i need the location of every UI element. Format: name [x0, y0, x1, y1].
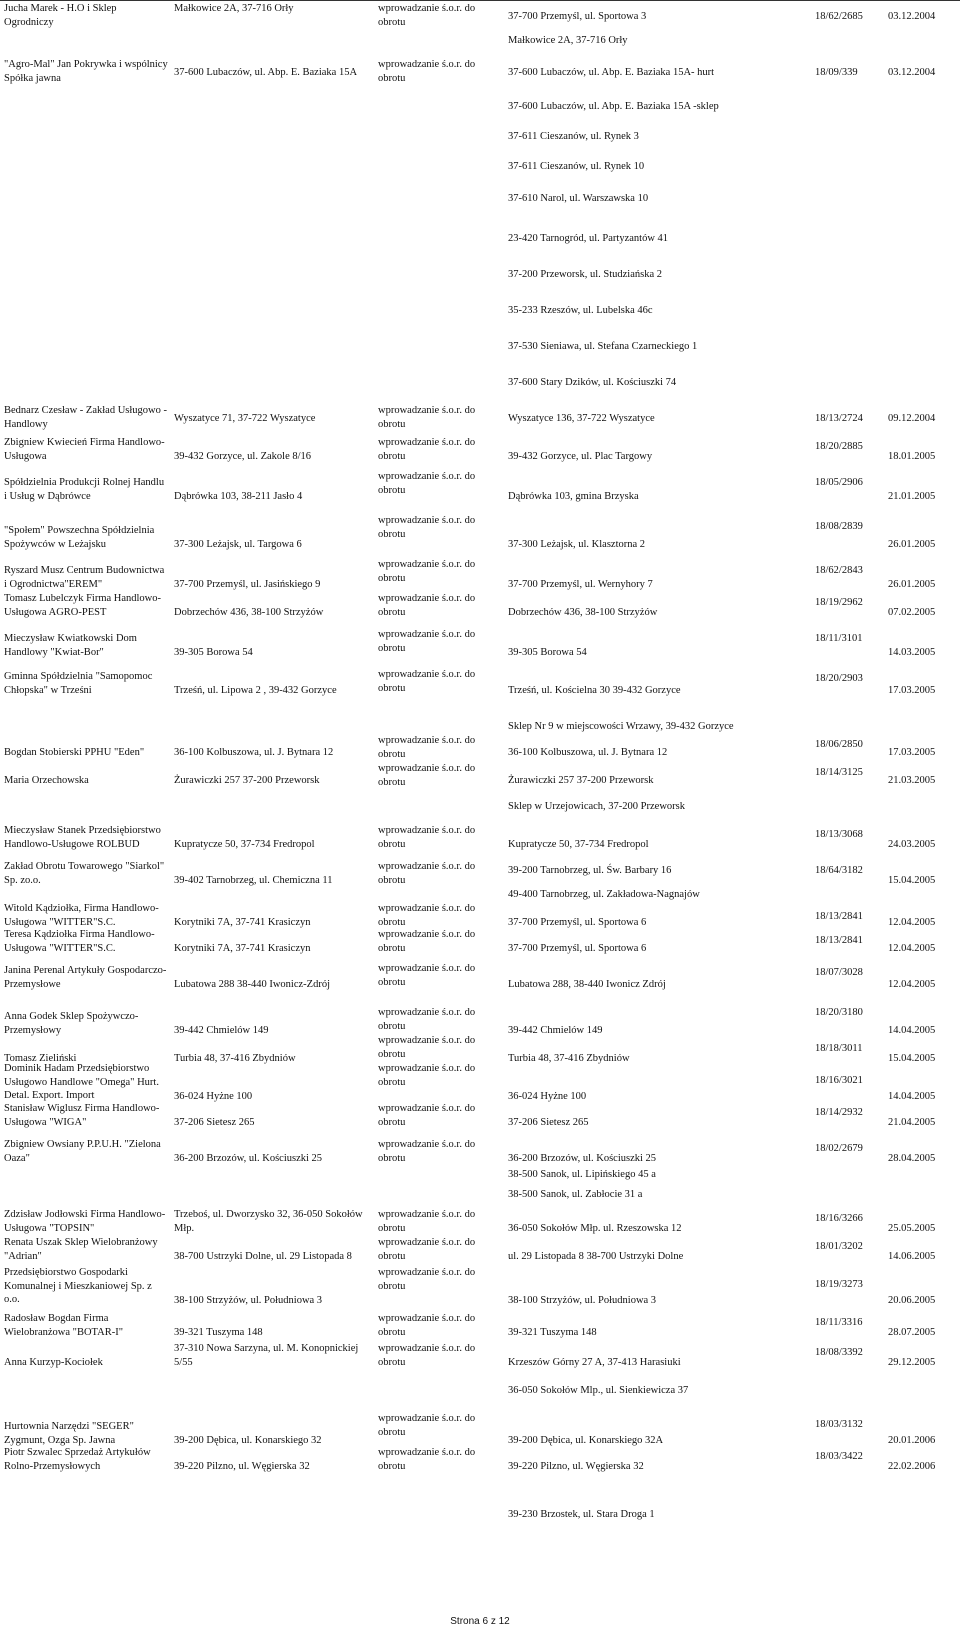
business-location: Wyszatyce 136, 37-722 Wyszatyce: [508, 413, 655, 424]
registry-number: 18/11/3316: [815, 1317, 863, 1328]
registry-number: 18/16/3021: [815, 1075, 863, 1086]
company-name: Tomasz Zieliński: [4, 1053, 77, 1064]
company-seat: 38-700 Ustrzyki Dolne, ul. 29 Listopada 8: [174, 1251, 352, 1262]
company-seat: 39-442 Chmielów 149: [174, 1025, 269, 1036]
entry-date: 26.01.2005: [888, 579, 936, 590]
business-location: 37-530 Sieniawa, ul. Stefana Czarneckiego 1: [508, 341, 698, 352]
company-name: Dominik Hadam Przedsiębiorstwo Usługowo Handlowe "Omega" Hurt. Detal. Export. Import: [4, 1063, 159, 1102]
business-location: Krzeszów Górny 27 A, 37-413 Harasiuki: [508, 1357, 681, 1368]
business-location: 37-700 Przemyśl, ul. Sportowa 3: [508, 11, 647, 22]
company-name: Anna Kurzyp-Kociołek: [4, 1357, 103, 1368]
registry-number: 18/20/2885: [815, 441, 863, 452]
business-location: 38-500 Sanok, ul. Lipińskiego 45 a: [508, 1169, 656, 1180]
company-seat: 37-300 Leżajsk, ul. Targowa 6: [174, 539, 302, 550]
company-name: Gminna Spółdzielnia "Samopomoc Chłopska" w Trześni: [4, 671, 153, 696]
company-seat: 39-432 Gorzyce, ul. Zakole 8/16: [174, 451, 312, 462]
business-location: 36-050 Sokołów Mlp., ul. Sienkiewicza 37: [508, 1385, 689, 1396]
company-name: Zakład Obrotu Towarowego "Siarkol" Sp. zo.o.: [4, 861, 165, 886]
registry-number: 18/03/3132: [815, 1419, 863, 1430]
activity-type: wprowadzanie ś.o.r. do obrotu: [378, 1343, 476, 1368]
activity-type: wprowadzanie ś.o.r. do obrotu: [378, 763, 476, 788]
activity-type: wprowadzanie ś.o.r. do obrotu: [378, 1267, 476, 1292]
registry-number: 18/20/2903: [815, 673, 863, 684]
company-name: Mieczysław Stanek Przedsiębiorstwo Handlowo-Usługowe ROLBUD: [4, 825, 161, 850]
business-location: 37-700 Przemyśl, ul. Wernyhory 7: [508, 579, 653, 590]
entry-date: 03.12.2004: [888, 67, 936, 78]
entry-date: 18.01.2005: [888, 451, 936, 462]
business-location: 39-220 Pilzno, ul. Węgierska 32: [508, 1461, 644, 1472]
business-location: Kupratycze 50, 37-734 Fredropol: [508, 839, 649, 850]
business-location: Dąbrówka 103, gmina Brzyska: [508, 491, 639, 502]
activity-type: wprowadzanie ś.o.r. do obrotu: [378, 1063, 476, 1088]
business-location: 49-400 Tarnobrzeg, ul. Zakładowa-Nagnajów: [508, 889, 700, 900]
business-location: 36-200 Brzozów, ul. Kościuszki 25: [508, 1153, 657, 1164]
activity-type: wprowadzanie ś.o.r. do obrotu: [378, 515, 476, 540]
entry-date: 17.03.2005: [888, 747, 936, 758]
business-location: Żurawiczki 257 37-200 Przeworsk: [508, 775, 654, 786]
business-location: 36-024 Hyżne 100: [508, 1091, 587, 1102]
activity-type: wprowadzanie ś.o.r. do obrotu: [378, 1209, 476, 1234]
registry-number: 18/06/2850: [815, 739, 863, 750]
business-location: 37-206 Sietesz 265: [508, 1117, 589, 1128]
activity-type: wprowadzanie ś.o.r. do obrotu: [378, 437, 476, 462]
registry-number: 18/08/3392: [815, 1347, 863, 1358]
entry-date: 15.04.2005: [888, 1053, 936, 1064]
business-location: 37-700 Przemyśl, ul. Sportowa 6: [508, 917, 647, 928]
activity-type: wprowadzanie ś.o.r. do obrotu: [378, 1103, 476, 1128]
business-location: 36-100 Kolbuszowa, ul. J. Bytnara 12: [508, 747, 668, 758]
activity-type: wprowadzanie ś.o.r. do obrotu: [378, 903, 476, 928]
company-seat: 36-100 Kolbuszowa, ul. J. Bytnara 12: [174, 747, 334, 758]
company-seat: Korytniki 7A, 37-741 Krasiczyn: [174, 917, 311, 928]
business-location: 35-233 Rzeszów, ul. Lubelska 46c: [508, 305, 653, 316]
registry-number: 18/16/3266: [815, 1213, 863, 1224]
company-name: Witold Kądziołka, Firma Handlowo- Usługowa "WITTER"S.C.: [4, 903, 159, 928]
company-name: Mieczysław Kwiatkowski Dom Handlowy "Kwiat-Bor": [4, 633, 137, 658]
entry-date: 29.12.2005: [888, 1357, 936, 1368]
company-seat: Wyszatyce 71, 37-722 Wyszatyce: [174, 413, 316, 424]
business-location: ul. 29 Listopada 8 38-700 Ustrzyki Dolne: [508, 1251, 684, 1262]
entry-date: 28.04.2005: [888, 1153, 936, 1164]
registry-number: 18/18/3011: [815, 1043, 863, 1054]
business-location: 37-700 Przemyśl, ul. Sportowa 6: [508, 943, 647, 954]
activity-type: wprowadzanie ś.o.r. do obrotu: [378, 59, 476, 84]
activity-type: wprowadzanie ś.o.r. do obrotu: [378, 629, 476, 654]
company-name: Radosław Bogdan Firma Wielobranżowa "BOTAR-I": [4, 1313, 123, 1338]
activity-type: wprowadzanie ś.o.r. do obrotu: [378, 405, 476, 430]
company-seat: 37-206 Sietesz 265: [174, 1117, 255, 1128]
registry-number: 18/02/2679: [815, 1143, 863, 1154]
business-location: 39-432 Gorzyce, ul. Plac Targowy: [508, 451, 653, 462]
entry-date: 12.04.2005: [888, 917, 936, 928]
entry-date: 20.01.2006: [888, 1435, 936, 1446]
company-seat: 37-700 Przemyśl, ul. Jasińskiego 9: [174, 579, 321, 590]
company-name: Stanisław Wiglusz Firma Handlowo- Usługowa "WIGA": [4, 1103, 160, 1128]
entry-date: 21.04.2005: [888, 1117, 936, 1128]
company-seat: Korytniki 7A, 37-741 Krasiczyn: [174, 943, 311, 954]
entry-date: 21.01.2005: [888, 491, 936, 502]
activity-type: wprowadzanie ś.o.r. do obrotu: [378, 861, 476, 886]
registry-number: 18/11/3101: [815, 633, 863, 644]
company-seat: 39-402 Tarnobrzeg, ul. Chemiczna 11: [174, 875, 333, 886]
company-seat: Dąbrówka 103, 38-211 Jasło 4: [174, 491, 303, 502]
company-name: Anna Godek Sklep Spożywczo- Przemysłowy: [4, 1011, 139, 1036]
entry-date: 26.01.2005: [888, 539, 936, 550]
registry-number: 18/64/3182: [815, 865, 863, 876]
page-number: Strona 6 z 12: [450, 1616, 510, 1627]
company-seat: Dobrzechów 436, 38-100 Strzyżów: [174, 607, 324, 618]
registry-number: 18/13/2724: [815, 413, 863, 424]
entry-date: 12.04.2005: [888, 979, 936, 990]
company-name: Przedsiębiorstwo Gospodarki Komunalnej i Mieszkaniowej Sp. z o.o.: [4, 1267, 152, 1306]
activity-type: wprowadzanie ś.o.r. do obrotu: [378, 669, 476, 694]
company-name: Zdzisław Jodłowski Firma Handlowo- Usługowa "TOPSIN": [4, 1209, 166, 1234]
activity-type: wprowadzanie ś.o.r. do obrotu: [378, 735, 476, 760]
business-location: Turbia 48, 37-416 Zbydniów: [508, 1053, 630, 1064]
activity-type: wprowadzanie ś.o.r. do obrotu: [378, 1313, 476, 1338]
business-location: 39-321 Tuszyma 148: [508, 1327, 597, 1338]
registry-number: 18/19/2962: [815, 597, 863, 608]
activity-type: wprowadzanie ś.o.r. do obrotu: [378, 1139, 476, 1164]
business-location: 39-442 Chmielów 149: [508, 1025, 603, 1036]
entry-date: 25.05.2005: [888, 1223, 936, 1234]
entry-date: 15.04.2005: [888, 875, 936, 886]
business-location: 37-300 Leżajsk, ul. Klasztorna 2: [508, 539, 646, 550]
business-location: 37-611 Cieszanów, ul. Rynek 3: [508, 131, 639, 142]
company-seat: 39-200 Dębica, ul. Konarskiego 32: [174, 1435, 322, 1446]
registry-number: 18/05/2906: [815, 477, 863, 488]
company-name: Zbigniew Kwiecień Firma Handlowo- Usługowa: [4, 437, 165, 462]
business-location: 39-230 Brzostek, ul. Stara Droga 1: [508, 1509, 655, 1520]
company-name: Bogdan Stobierski PPHU "Eden": [4, 747, 145, 758]
company-name: Jucha Marek - H.O i Sklep Ogrodniczy: [4, 3, 117, 28]
registry-number: 18/19/3273: [815, 1279, 863, 1290]
registry-number: 18/09/339: [815, 67, 858, 78]
company-seat: 37-310 Nowa Sarzyna, ul. M. Konopnickiej 5/55: [174, 1343, 359, 1368]
registry-number: 18/13/3068: [815, 829, 863, 840]
entry-date: 14.04.2005: [888, 1025, 936, 1036]
business-location: 38-100 Strzyżów, ul. Południowa 3: [508, 1295, 657, 1306]
activity-type: wprowadzanie ś.o.r. do obrotu: [378, 1035, 476, 1060]
company-name: Maria Orzechowska: [4, 775, 89, 786]
company-name: Renata Uszak Sklep Wielobranżowy "Adrian": [4, 1237, 158, 1262]
activity-type: wprowadzanie ś.o.r. do obrotu: [378, 471, 476, 496]
entry-date: 14.04.2005: [888, 1091, 936, 1102]
business-location: 37-600 Lubaczów, ul. Abp. E. Baziaka 15A -sklep: [508, 101, 719, 112]
entry-date: 03.12.2004: [888, 11, 936, 22]
registry-number: 18/62/2843: [815, 565, 863, 576]
registry-number: 18/13/2841: [815, 911, 863, 922]
entry-date: 17.03.2005: [888, 685, 936, 696]
company-seat: Trześń, ul. Lipowa 2 , 39-432 Gorzyce: [174, 685, 337, 696]
business-location: Trześń, ul. Kościelna 30 39-432 Gorzyce: [508, 685, 681, 696]
company-name: Bednarz Czesław - Zakład Usługowo - Handlowy: [4, 405, 167, 430]
business-location: 37-600 Stary Dzików, ul. Kościuszki 74: [508, 377, 677, 388]
activity-type: wprowadzanie ś.o.r. do obrotu: [378, 593, 476, 618]
entry-date: 21.03.2005: [888, 775, 936, 786]
registry-number: 18/08/2839: [815, 521, 863, 532]
entry-date: 24.03.2005: [888, 839, 936, 850]
company-name: "Agro-Mal" Jan Pokrywka i wspólnicy Spółka jawna: [4, 59, 168, 84]
activity-type: wprowadzanie ś.o.r. do obrotu: [378, 559, 476, 584]
business-location: 39-200 Tarnobrzeg, ul. Św. Barbary 16: [508, 865, 672, 876]
company-name: Janina Perenal Artykuły Gospodarczo- Przemysłowe: [4, 965, 167, 990]
company-name: Teresa Kądziołka Firma Handlowo- Usługowa "WITTER"S.C.: [4, 929, 155, 954]
registry-number: 18/62/2685: [815, 11, 863, 22]
registry-number: 18/20/3180: [815, 1007, 863, 1018]
company-seat: Lubatowa 288 38-440 Iwonicz-Zdrój: [174, 979, 330, 990]
entry-date: 09.12.2004: [888, 413, 936, 424]
entry-date: 22.02.2006: [888, 1461, 936, 1472]
business-location: 39-200 Dębica, ul. Konarskiego 32A: [508, 1435, 664, 1446]
company-seat: Małkowice 2A, 37-716 Orły: [174, 3, 294, 14]
company-seat: Trzeboś, ul. Dworzysko 32, 36-050 Sokołów Młp.: [174, 1209, 363, 1234]
company-name: Piotr Szwalec Sprzedaż Artykułów Rolno-Przemysłowych: [4, 1447, 151, 1472]
entry-date: 12.04.2005: [888, 943, 936, 954]
registry-number: 18/13/2841: [815, 935, 863, 946]
activity-type: wprowadzanie ś.o.r. do obrotu: [378, 1413, 476, 1438]
activity-type: wprowadzanie ś.o.r. do obrotu: [378, 1237, 476, 1262]
company-seat: 36-024 Hyżne 100: [174, 1091, 253, 1102]
business-location: Małkowice 2A, 37-716 Orły: [508, 35, 628, 46]
business-location: 37-611 Cieszanów, ul. Rynek 10: [508, 161, 645, 172]
business-location: 39-305 Borowa 54: [508, 647, 587, 658]
business-location: Dobrzechów 436, 38-100 Strzyżów: [508, 607, 658, 618]
registry-number: 18/14/2932: [815, 1107, 863, 1118]
entry-date: 28.07.2005: [888, 1327, 936, 1338]
business-location: 37-610 Narol, ul. Warszawska 10: [508, 193, 649, 204]
business-location: Lubatowa 288, 38-440 Iwonicz Zdrój: [508, 979, 666, 990]
activity-type: wprowadzanie ś.o.r. do obrotu: [378, 3, 476, 28]
registry-number: 18/07/3028: [815, 967, 863, 978]
business-location: 37-200 Przeworsk, ul. Studziańska 2: [508, 269, 662, 280]
business-location: 38-500 Sanok, ul. Zabłocie 31 a: [508, 1189, 643, 1200]
company-name: Hurtownia Narzędzi "SEGER" Zygmunt, Ozga Sp. Jawna: [4, 1421, 134, 1446]
registry-number: 18/03/3422: [815, 1451, 863, 1462]
company-name: Tomasz Lubelczyk Firma Handlowo- Usługowa AGRO-PEST: [4, 593, 162, 618]
registry-number: 18/01/3202: [815, 1241, 863, 1252]
company-seat: 36-200 Brzozów, ul. Kościuszki 25: [174, 1153, 323, 1164]
business-location: Sklep Nr 9 w miejscowości Wrzawy, 39-432 Gorzyce: [508, 721, 734, 732]
company-seat: Turbia 48, 37-416 Zbydniów: [174, 1053, 296, 1064]
business-location: 37-600 Lubaczów, ul. Abp. E. Baziaka 15A- hurt: [508, 67, 715, 78]
entry-date: 14.06.2005: [888, 1251, 936, 1262]
entry-date: 20.06.2005: [888, 1295, 936, 1306]
company-seat: Żurawiczki 257 37-200 Przeworsk: [174, 775, 320, 786]
entry-date: 07.02.2005: [888, 607, 936, 618]
registry-number: 18/14/3125: [815, 767, 863, 778]
company-name: Spółdzielnia Produkcji Rolnej Handlu i Usług w Dąbrówce: [4, 477, 165, 502]
company-seat: 39-220 Pilzno, ul. Węgierska 32: [174, 1461, 310, 1472]
entry-date: 14.03.2005: [888, 647, 936, 658]
activity-type: wprowadzanie ś.o.r. do obrotu: [378, 929, 476, 954]
business-location: 23-420 Tarnogród, ul. Partyzantów 41: [508, 233, 669, 244]
activity-type: wprowadzanie ś.o.r. do obrotu: [378, 1007, 476, 1032]
company-name: "Społem" Powszechna Spółdzielnia Spożywców w Leżajsku: [4, 525, 155, 550]
activity-type: wprowadzanie ś.o.r. do obrotu: [378, 825, 476, 850]
company-seat: 38-100 Strzyżów, ul. Południowa 3: [174, 1295, 323, 1306]
company-seat: Kupratycze 50, 37-734 Fredropol: [174, 839, 315, 850]
activity-type: wprowadzanie ś.o.r. do obrotu: [378, 1447, 476, 1472]
company-name: Ryszard Musz Centrum Budownictwa i Ogrodnictwa"EREM": [4, 565, 165, 590]
company-seat: 39-305 Borowa 54: [174, 647, 253, 658]
business-location: Sklep w Urzejowicach, 37-200 Przeworsk: [508, 801, 685, 812]
company-seat: 39-321 Tuszyma 148: [174, 1327, 263, 1338]
activity-type: wprowadzanie ś.o.r. do obrotu: [378, 963, 476, 988]
company-name: Zbigniew Owsiany P.P.U.H. "Zielona Oaza": [4, 1139, 161, 1164]
business-location: 36-050 Sokołów Młp. ul. Rzeszowska 12: [508, 1223, 682, 1234]
company-seat: 37-600 Lubaczów, ul. Abp. E. Baziaka 15A: [174, 67, 358, 78]
table-top-border: [0, 0, 960, 1]
